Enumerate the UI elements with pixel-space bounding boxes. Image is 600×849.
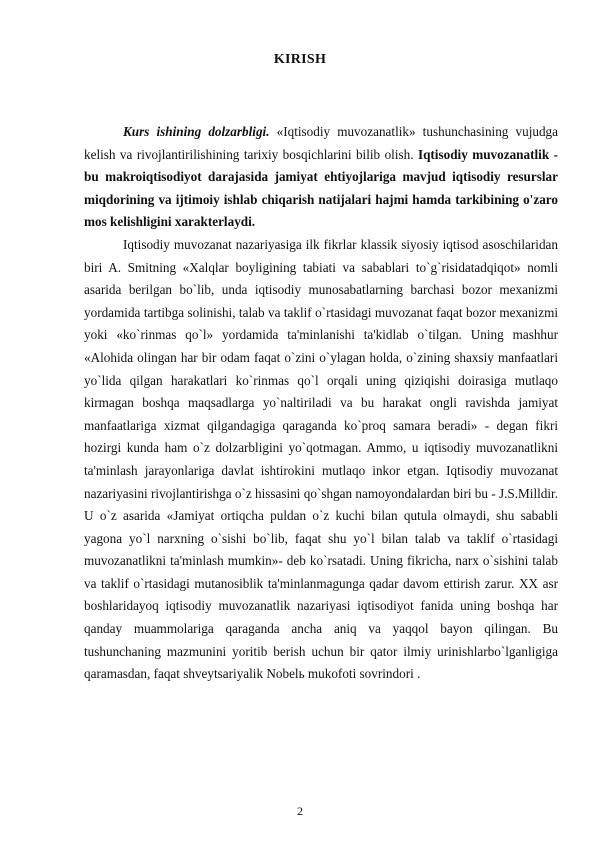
paragraph-relevance [84,121,558,234]
bold-definition: Iqtisodiy muvozanatlik - bu makroiqtisodiyot darajasida jamiyat ehtiyojlariga mavjud iqtisodiy resurslar miqdorining va ijtimoiy ishlab chiqarish natijalari hajmi hamda tarkibining o'zaro mos kelishligini xarakterlaydi. [84,146,558,230]
paragraph-theory: Iqtisodiy muvozanat nazariyasiga ilk fikrlar klassik siyosiy iqtisod asoschilaridan biri A. Smitning «Xalqlar boyligining tabiati va sabablari to`g`risidatadqiqot» nomli asarida berilgan bo`lib, unda iqtisodiy munosabatlarning barchasi bozor mexanizmi yordamida tartibga solinishi, talab va taklif o`rtasidagi muvozanat faqat bozor mexanizmi yoki «ko`rinmas qo`l» yordamida ta'minlanishi ta'kidlab o`tilgan. Uning mashhur «Alohida olingan har bir odam faqat o`zini o`ylagan holda, o`zining shaxsiy manfaatlari yo`lida qilgan harakatlari ko`rinmas qo`l orqali uning qiziqishi doirasiga mutlaqo kirmagan boshqa maqsadlarga yo`naltiriladi va bu harakat ongli ravishda jamiyat manfaatlariga xizmat qilgandagiga qaraganda ko`proq samara beradi» - degan fikri hozirgi kunda ham o`z dolzarbligini yo`qotmagan. Ammo, u iqtisodiy muvozanatlikni ta'minlash jarayonlariga davlat ishtirokini mutlaqo inkor etgan. Iqtisodiy muvozanat nazariyasini rivojlantirishga o`z hissasini qo`shgan namoyondalardan biri bu - J.S.Milldir. U o`z asarida «Jamiyat ortiqcha puldan o`z kuchi bilan qutula olmaydi, shu sababli yagona yo`l narxning o`sishi bo`lib, faqat shu yo`l bilan talab va taklif o`rtasidagi muvozanatlikni ta'minlash mumkin»- deb ko`rsatadi. Uning fikricha, narx o`sishini talab va taklif o`rtasidagi mutanosiblik ta'minlanmagunga qadar davom ettirish zarur. XX asr boshlaridayoq iqtisodiy muvozanatlik nazariyasi iqtisodiyot fanida uning boshqa har qanday muammolariga qaraganda ancha aniq va yaqqol bayon qilingan. Bu tushunchaning mazmunini yoritib berish uchun bir qator ilmiy urinishlarbo`lganligiga qaramasdan, faqat shveytsariyalik Nobelь mukofoti sovrindori . [84,236,558,682]
section-lead: Kurs ishining dolzarbligi. [123,124,270,139]
paragraph-text: «Iqtisodiy muvozanatlik» tushunchasining vujudga kelish va rivojlantirilishining tarixiy bosqichlarini bilib olish. [84,124,558,162]
page-title: KIRISH [273,52,327,67]
page-number: 2 [297,804,303,818]
document-body [84,121,558,686]
